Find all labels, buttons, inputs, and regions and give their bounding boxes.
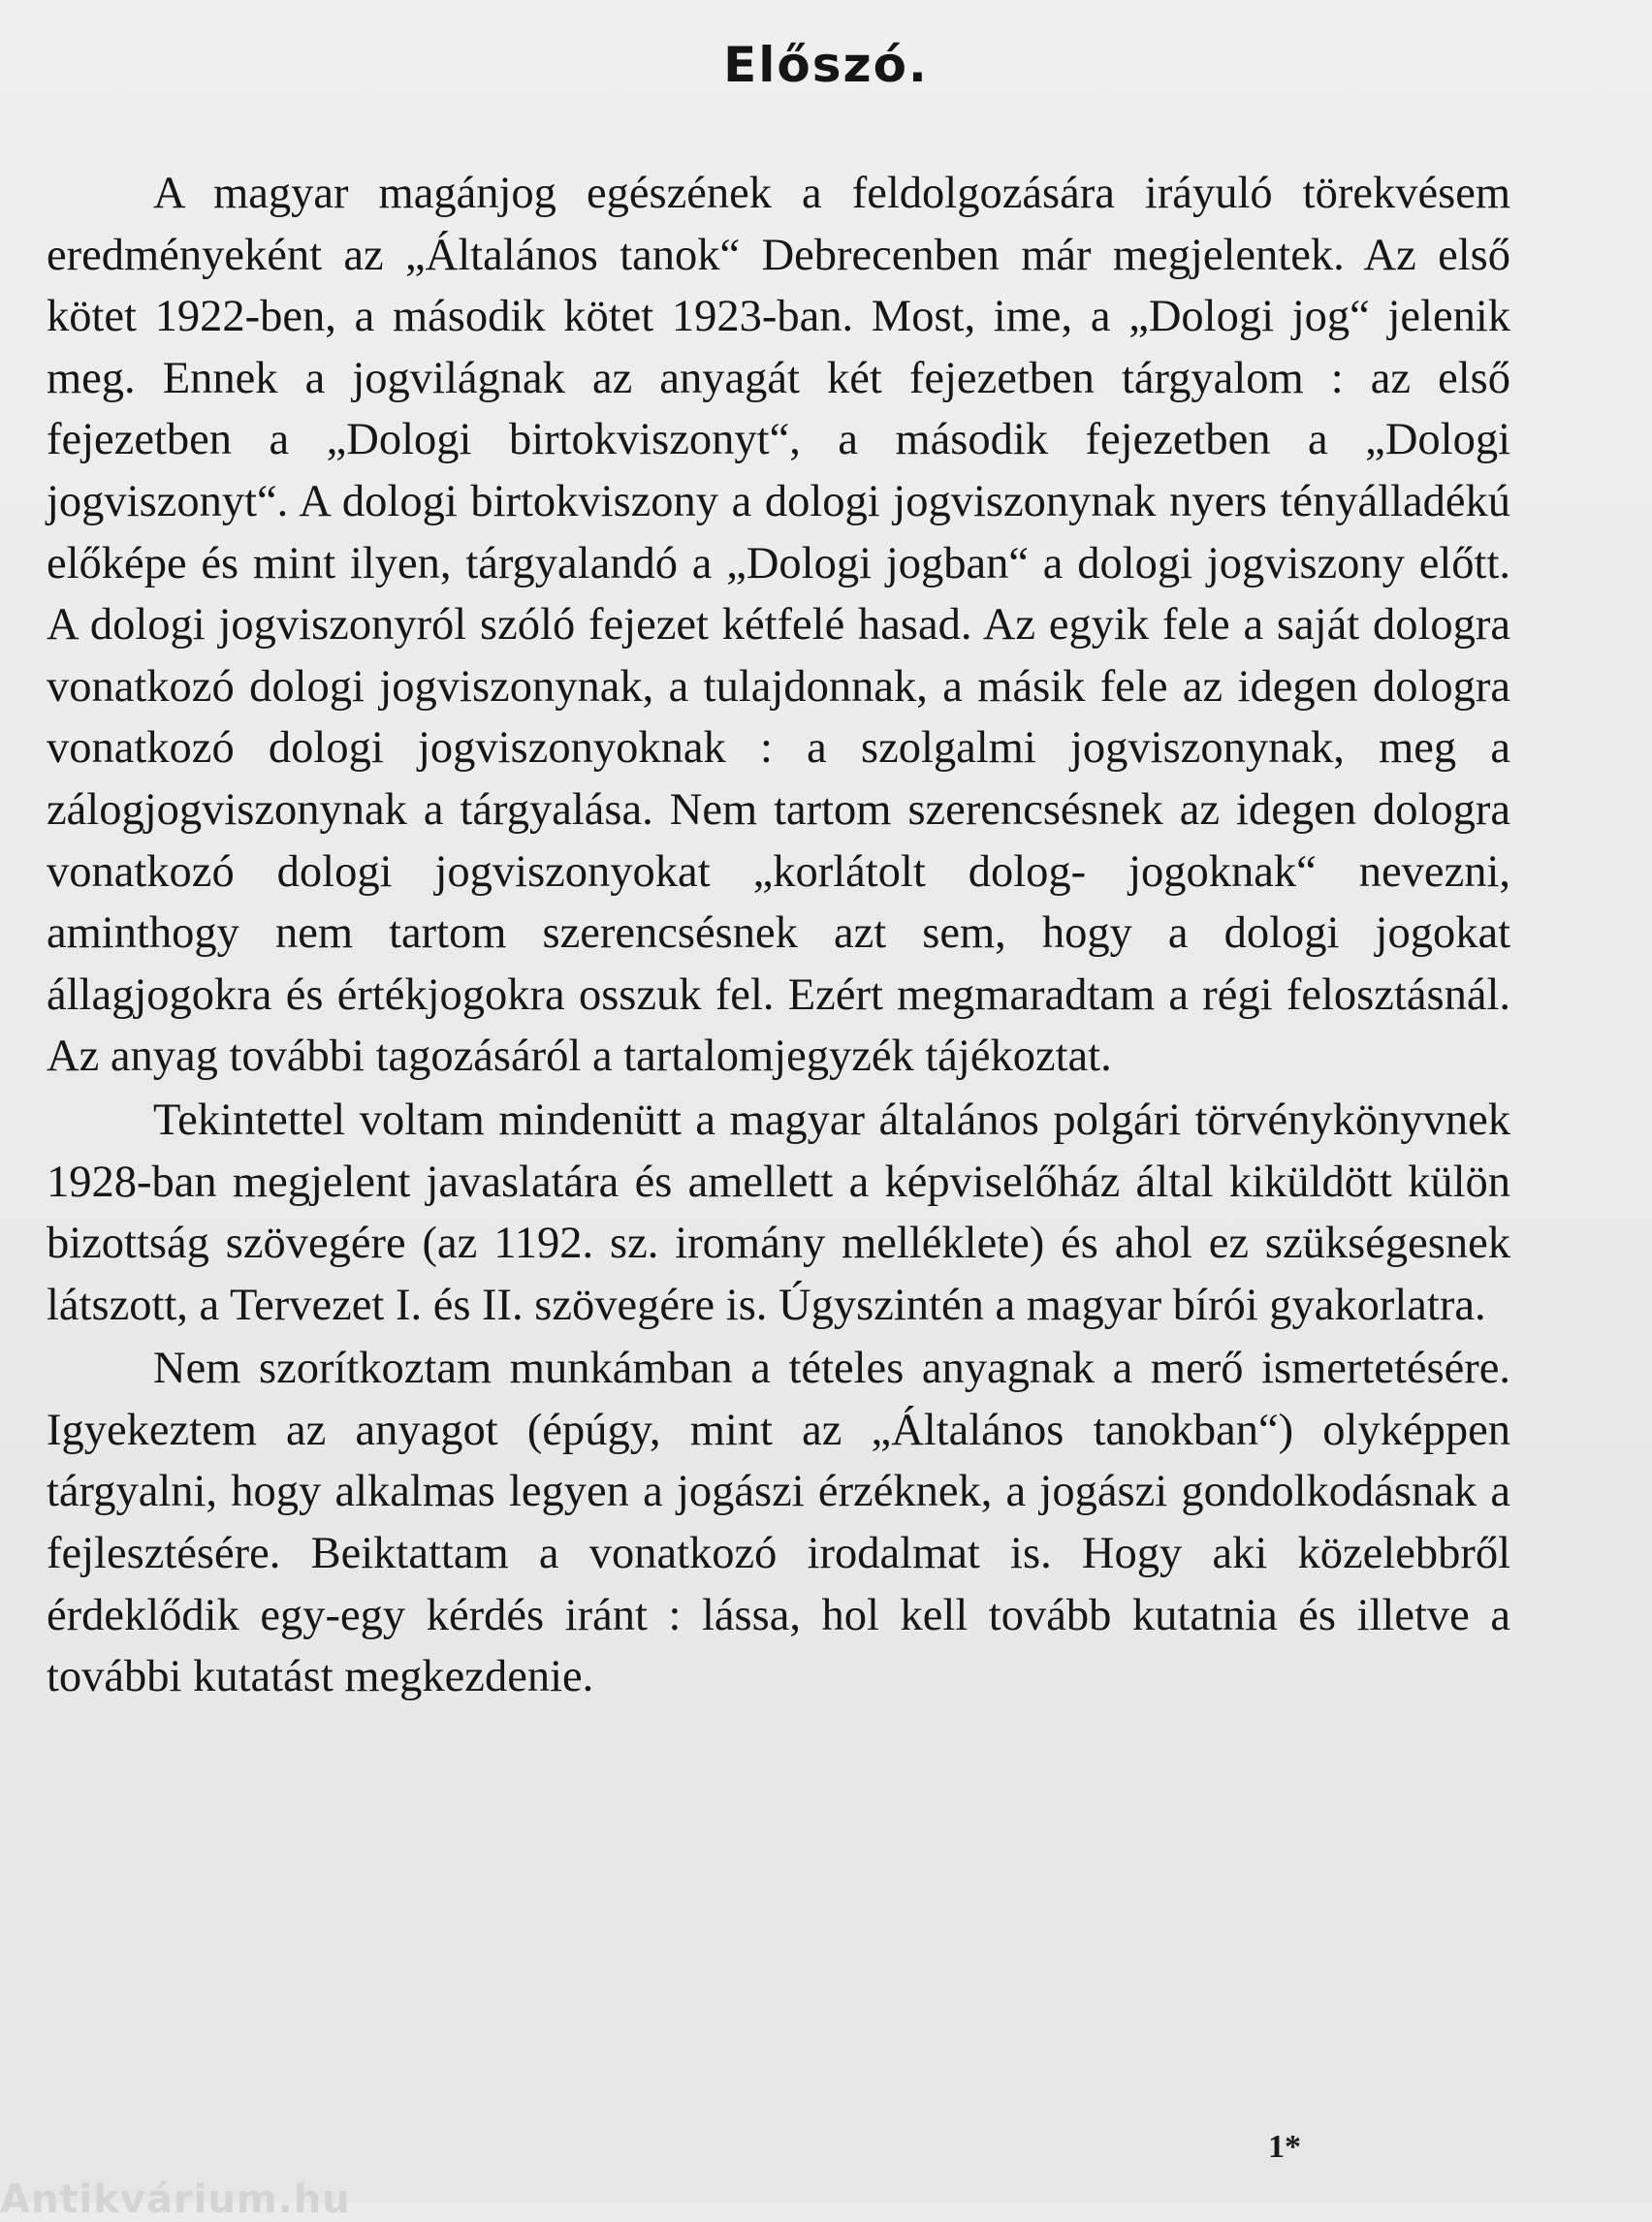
paragraph-3: Nem szorítkoztam munkámban a tételes anyagnak a merő ismertetésére. Igyekeztem az anyagot (épúgy, mint az „Általános tanokban“) olyképpen tárgyalni, hogy alkalmas legyen a jogászi érzéknek, a jogászi gondolkodásnak a fejlesztésére. Beiktattam a vonatkozó irodalmat is. Hogy aki közelebbről érdeklődik egy-egy kérdés iránt : lássa, hol kell tovább kutatnia és illetve a további kutatást megkezdenie. bbox=[47, 1344, 1510, 1702]
page-title: Előszó. bbox=[723, 37, 929, 93]
paragraph-1: A magyar magánjog egészének a feldolgozására iráyuló törekvésem eredményeként az „Általános tanok“ Debrecenben már megjelentek. Az első kötet 1922-ben, a második kötet 1923-ban. Most, ime, a „Dologi jog“ jelenik meg. Ennek a jogvilágnak az anyagát két fejezetben tárgyalom : az első fejezetben a „Dologi birtokviszonyt“, a második fejezetben a „Dologi jogviszonyt“. A dologi birtokviszony a dologi jogviszonynak nyers tényálladékú előképe és mint ilyen, tárgyalandó a „Dologi jogban“ a dologi jogviszony előtt. A dologi jogviszonyról szóló fejezet kétfelé hasad. Az egyik fele a saját dologra vonatkozó dologi jogviszonynak, a tulajdonnak, a másik fele az idegen dologra vonatkozó dologi jogviszonyoknak : a szolgalmi jogviszonynak, meg a zálogjogviszonynak a tárgyalása. Nem tartom szerencsésnek az idegen dologra vonatkozó dologi jogviszonyokat „korlátolt dolog- jogoknak“ nevezni, aminthogy nem tartom szerencsésnek azt sem, hogy a dologi jogokat állagjogokra és értékjogokra osszuk fel. Ezért megmaradtam a régi felosztásnál. Az anyag további tagozásáról a tartalomjegyzék tájékoztat. bbox=[47, 169, 1510, 1082]
page-number: 1* bbox=[1268, 2129, 1301, 2165]
paragraph-2: Tekintettel voltam mindenütt a magyar általános polgári törvénykönyvnek 1928-ban megjelent javaslatára és amellett a képviselőház által kiküldött külön bizottság szövegére (az 1192. sz. iromány melléklete) és ahol ez szükségesnek látszott, a Tervezet I. és II. szövegére is. Úgyszintén a magyar bírói gyakorlatra. bbox=[47, 1095, 1510, 1330]
body-text bbox=[47, 163, 1510, 1708]
watermark: Antikvárium.hu bbox=[0, 2177, 351, 2222]
